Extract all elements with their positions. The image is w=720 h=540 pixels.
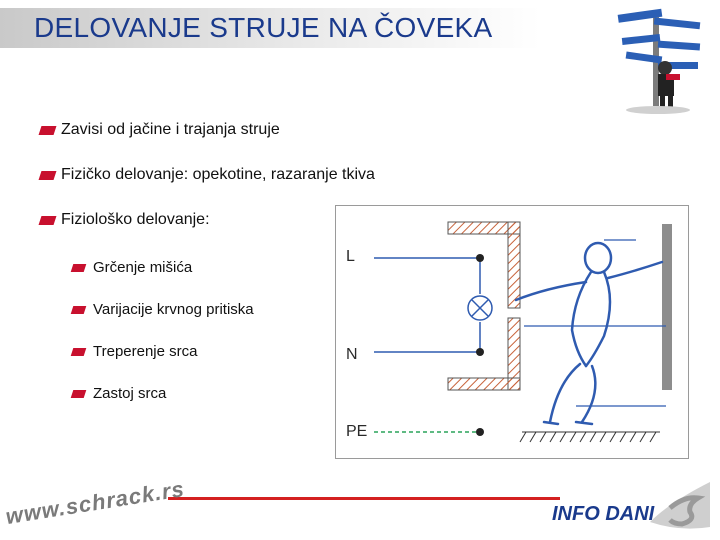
sub-bullet-text: Varijacije krvnog pritiska (93, 301, 254, 318)
bullet-physical-effect (40, 166, 375, 184)
footer-divider (168, 497, 560, 500)
sub-bullet-blood-pressure (72, 301, 254, 318)
bullet-marker-icon (39, 126, 57, 135)
bullet-marker-icon (39, 216, 57, 225)
bullet-marker-icon (71, 390, 87, 398)
footer-logo: INFO DANI (552, 503, 655, 525)
person-figure (516, 243, 662, 424)
bullet-current-dependence (40, 121, 280, 139)
grounded-wall (662, 224, 672, 390)
sub-bullet-text: Grčenje mišića (93, 259, 193, 276)
label-l: L (346, 248, 355, 265)
page-title: DELOVANJE STRUJE NA ČOVEKA (34, 12, 493, 43)
bullet-marker-icon (71, 306, 87, 314)
floor (520, 432, 660, 442)
sub-bullet-text: Zastoj srca (93, 385, 167, 402)
sub-bullet-fibrillation (72, 343, 198, 360)
shock-diagram (336, 206, 688, 458)
terminal-pe (476, 428, 484, 436)
bullet-marker-icon (71, 348, 87, 356)
bullet-physiological-effect (40, 211, 210, 229)
lamp-icon (468, 296, 492, 320)
bullet-marker-icon (39, 171, 57, 180)
signpost-illustration (608, 4, 708, 116)
label-n: N (346, 346, 358, 363)
bullet-text: Fizičko delovanje: opekotine, razaranje tkiva (61, 166, 375, 183)
label-pe: PE (346, 423, 368, 440)
sub-bullet-text: Treperenje srca (93, 343, 198, 360)
terminal-n (476, 348, 484, 356)
terminal-l (476, 254, 484, 262)
electric-shock-figure (335, 205, 689, 459)
sub-bullet-muscle (72, 259, 192, 276)
bullet-text: Fiziološko delovanje: (61, 211, 210, 228)
bullet-marker-icon (71, 264, 87, 272)
footer-url: www.schrack.rs (3, 476, 187, 530)
sub-bullet-cardiac-arrest (72, 385, 166, 402)
bullet-text: Zavisi od jačine i trajanja struje (61, 121, 280, 138)
